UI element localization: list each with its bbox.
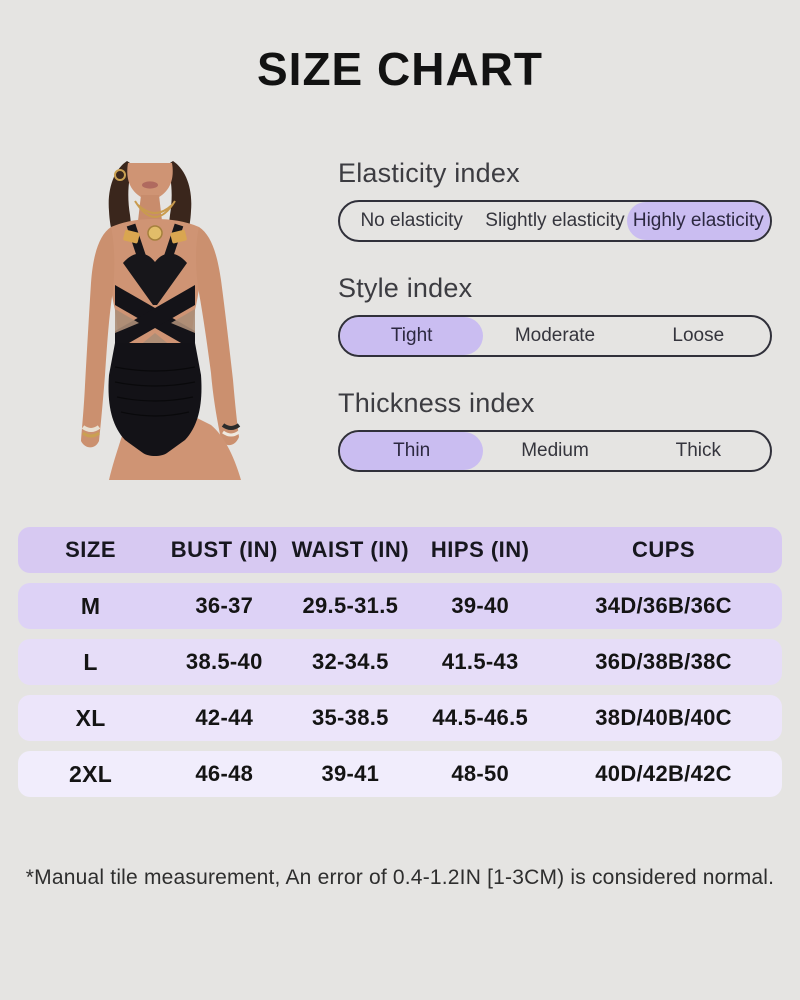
- page-title: SIZE CHART: [257, 43, 543, 95]
- option-thick: Thick: [675, 440, 722, 461]
- cell-bust: 36-37: [195, 593, 254, 618]
- table-row-xl: [18, 695, 782, 741]
- option-highly-elasticity-selected: Highly elasticity: [627, 202, 770, 240]
- cell-bust: 42-44: [195, 705, 254, 730]
- style-options-pill: [338, 315, 772, 357]
- cell-hips: 41.5-43: [441, 649, 519, 674]
- coin-pendant: [148, 226, 162, 240]
- cell-hips: 44.5-46.5: [432, 705, 529, 730]
- cell-bust: 38.5-40: [185, 649, 263, 674]
- cell-hips: 48-50: [451, 761, 510, 786]
- size-table: [18, 527, 782, 807]
- thickness-options-pill: [338, 430, 772, 472]
- cell-size: M: [80, 592, 101, 619]
- cell-size: XL: [75, 704, 106, 731]
- option-loose: Loose: [672, 325, 725, 346]
- column-header-waist: WAIST (IN): [291, 537, 410, 562]
- index-panels: [338, 158, 772, 503]
- option-no-elasticity: No elasticity: [360, 210, 463, 231]
- cell-waist: 29.5-31.5: [302, 593, 399, 618]
- column-header-cups: CUPS: [631, 537, 696, 562]
- column-header-hips: HIPS (IN): [430, 537, 530, 562]
- style-index-section: [338, 273, 772, 357]
- option-tight-selected: Tight: [340, 317, 483, 355]
- cell-waist: 35-38.5: [311, 705, 389, 730]
- cell-hips: 39-40: [451, 593, 510, 618]
- cell-size: 2XL: [69, 760, 113, 787]
- cell-waist: 32-34.5: [311, 649, 389, 674]
- model-photo-illustration: [45, 135, 315, 480]
- cell-waist: 39-41: [321, 761, 380, 786]
- size-table-header-row: [18, 527, 782, 573]
- table-row-2xl: [18, 751, 782, 797]
- cell-cups: 34D/36B/36C: [595, 593, 732, 618]
- table-row-l: [18, 639, 782, 685]
- thickness-index-heading: Thickness index: [338, 388, 535, 418]
- style-index-heading: Style index: [338, 273, 473, 303]
- option-medium: Medium: [521, 440, 589, 461]
- column-header-size: SIZE: [65, 537, 117, 562]
- option-moderate: Moderate: [514, 325, 596, 346]
- option-slightly-elasticity: Slightly elasticity: [485, 210, 625, 231]
- cell-bust: 46-48: [195, 761, 254, 786]
- cell-cups: 36D/38B/38C: [595, 649, 732, 674]
- cell-cups: 40D/42B/42C: [595, 761, 732, 786]
- column-header-bust: BUST (IN): [170, 537, 278, 562]
- thickness-index-section: [338, 388, 772, 472]
- measurement-footnote: *Manual tile measurement, An error of 0.4-1.2IN [1-3CM) is considered normal.: [25, 866, 775, 889]
- elasticity-options-pill: [338, 200, 772, 242]
- table-row-m: [18, 583, 782, 629]
- option-thin-selected: Thin: [340, 432, 483, 470]
- elasticity-index-section: [338, 158, 772, 242]
- cell-size: L: [83, 648, 98, 675]
- cell-cups: 38D/40B/40C: [595, 705, 732, 730]
- elasticity-index-heading: Elasticity index: [338, 158, 520, 188]
